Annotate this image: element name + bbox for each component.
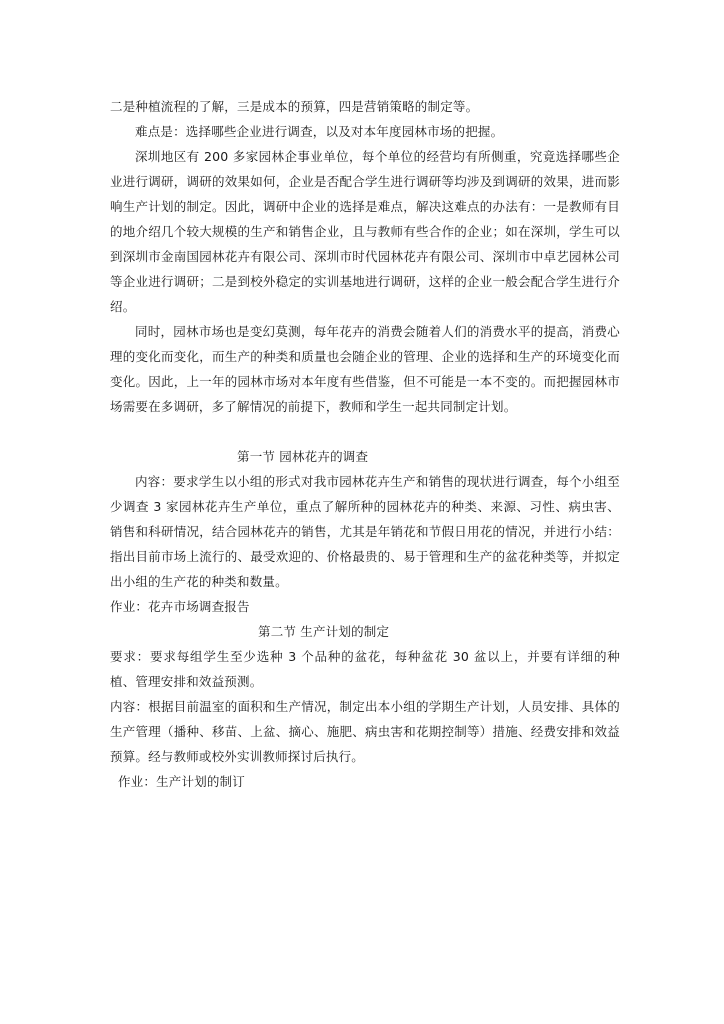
section2-homework: 作业：生产计划的制订 xyxy=(118,774,246,789)
section1-title: 第一节 园林花卉的调查 xyxy=(237,449,369,464)
section1-homework: 作业：花卉市场调查报告 xyxy=(110,599,250,614)
section1-content: 内容：要求学生以小组的形式对我市园林花卉生产和销售的现状进行调查，每个小组至少调查 3 家园林花卉生产单位，重点了解所种的园林花卉的种类、来源、习性、病虫害、销售和科研情况，结合园林花卉的销售，尤其是年销花和节假日用花的情况，并进行小结：指出目前市场上流行的、最受欢迎的、价格最贵的、易于管理和生产的盆花种类等，并拟定出小组的生产花的种类和数量。 xyxy=(110,474,620,589)
section2-content: 内容：根据目前温室的面积和生产情况，制定出本小组的学期生产计划，人员安排、具体的生产管理（播种、移苗、上盆、摘心、施肥、病虫害和花期控制等）措施、经费安排和效益预算。经与教师或校外实训教师探讨后执行。 xyxy=(110,699,620,764)
section-spacer xyxy=(110,419,620,444)
paragraph-shenzhen-enterprises: 深圳地区有 200 多家园林企事业单位，每个单位的经营均有所侧重，究竟选择哪些企业进行调研，调研的效果如何，企业是否配合学生进行调研等均涉及到调研的效果，进而影响生产计划的制定。因此，调研中企业的选择是难点，解决这难点的办法有：一是教师有目的地介绍几个较大规模的生产和销售企业，且与教师有些合作的企业；如在深圳，学生可以到深圳市金南国园林花卉有限公司、深圳市时代园林花卉有限公司、深圳市中卓艺园林公司等企业进行调研；二是到校外稳定的实训基地进行调研，这样的企业一般会配合学生进行介绍。 xyxy=(110,149,620,314)
paragraph-process: 二是种植流程的了解，三是成本的预算，四是营销策略的制定等。 xyxy=(110,99,479,114)
paragraph-difficulty: 难点是：选择哪些企业进行调查，以及对本年度园林市场的把握。 xyxy=(135,124,504,139)
section2-requirement: 要求：要求每组学生至少选种 3 个品种的盆花，每种盆花 30 盆以上，并要有详细的种植、管理安排和效益预测。 xyxy=(110,649,620,689)
document-body xyxy=(110,94,620,794)
paragraph-market-change: 同时，园林市场也是变幻莫测，每年花卉的消费会随着人们的消费水平的提高，消费心理的变化而变化，而生产的种类和质量也会随企业的管理、企业的选择和生产的环境变化而变化。因此，上一年的园林市场对本年度有些借鉴，但不可能是一本不变的。而把握园林市场需要在多调研，多了解情况的前提下，教师和学生一起共同制定计划。 xyxy=(110,324,620,414)
section2-title: 第二节 生产计划的制定 xyxy=(258,624,390,639)
